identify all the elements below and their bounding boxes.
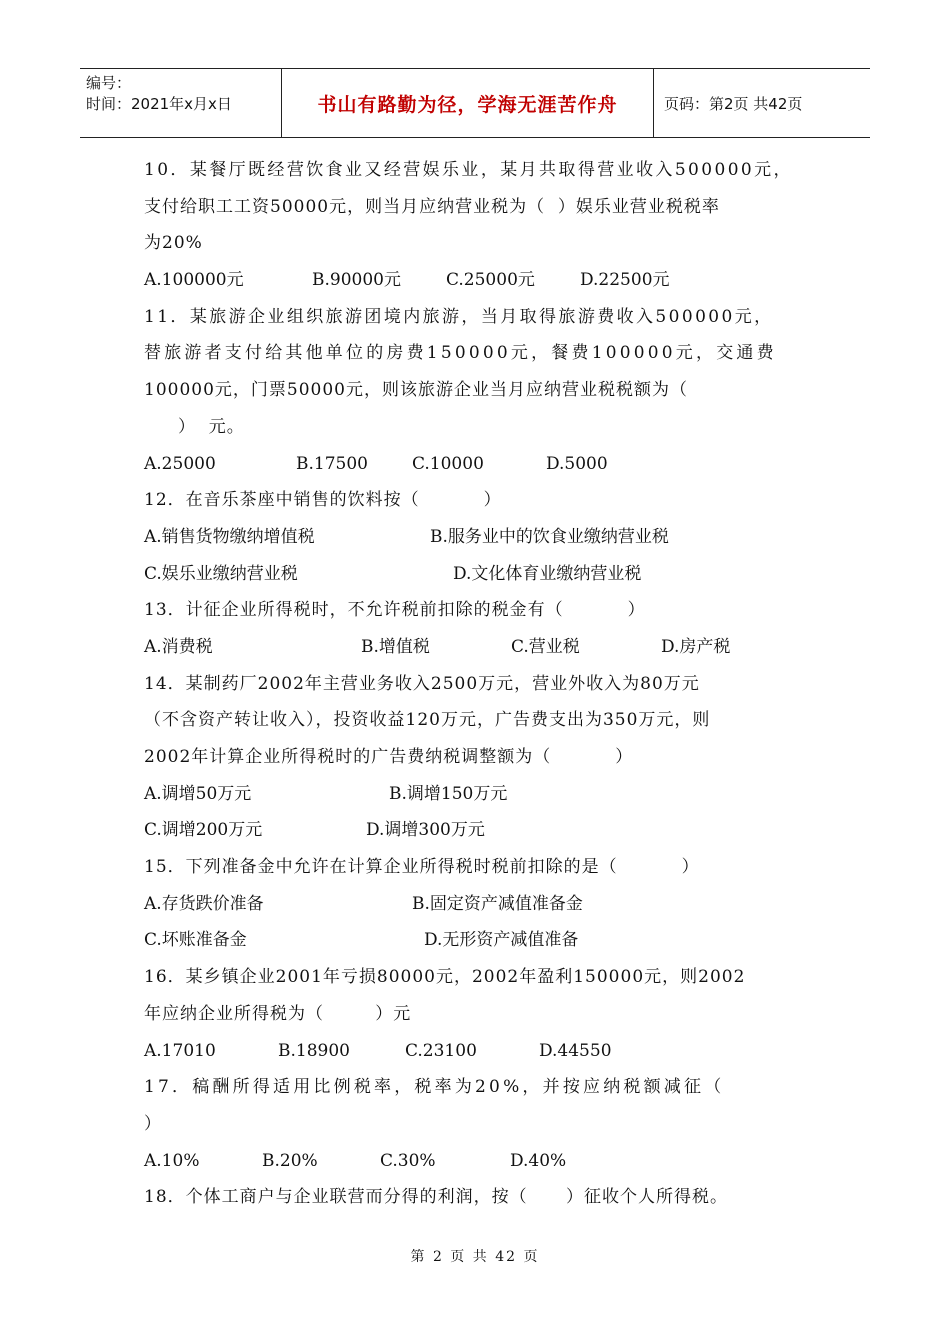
option-d: D.房产税 xyxy=(661,636,731,657)
page-footer: 第 2 页 共 42 页 xyxy=(410,1249,540,1265)
option-c: C.23100 xyxy=(405,1040,477,1061)
option-b: B.90000元 xyxy=(312,270,401,291)
question-stem-line: 13．计征企业所得税时，不允许税前扣除的税金有（ ） xyxy=(144,600,646,621)
option-b: B.增值税 xyxy=(361,636,430,657)
question-stem-line: ） 元。 xyxy=(178,416,245,437)
option-row xyxy=(144,1033,814,1070)
page-header xyxy=(80,68,870,138)
question-15 xyxy=(144,849,814,959)
option-a: A.100000元 xyxy=(144,270,244,291)
option-c: C.坏账准备金 xyxy=(144,930,247,951)
question-17 xyxy=(144,1069,814,1179)
option-d: D.无形资产减值准备 xyxy=(424,930,579,951)
header-page-info: 页码：第2页 共42页 xyxy=(664,94,803,113)
option-a: A.10% xyxy=(144,1150,200,1171)
option-d: D.44550 xyxy=(539,1040,612,1061)
question-stem-line: 12．在音乐茶座中销售的饮料按（ ） xyxy=(144,490,502,511)
question-12 xyxy=(144,482,814,592)
question-stem-line: 17．稿酬所得适用比例税率，税率为20%，并按应纳税额减征（ xyxy=(144,1077,725,1098)
question-14 xyxy=(144,666,814,849)
option-b: B.调增150万元 xyxy=(389,783,508,804)
option-d: D.40% xyxy=(510,1150,567,1171)
question-stem-line: 15．下列准备金中允许在计算企业所得税时税前扣除的是（ ） xyxy=(144,857,700,878)
option-b: B.17500 xyxy=(296,453,368,474)
option-c: C.营业税 xyxy=(511,636,580,657)
question-list xyxy=(144,152,814,1216)
question-stem-line: 为20% xyxy=(144,233,203,254)
question-stem-line: 100000元，门票50000元，则该旅游企业当月应纳营业税税额为（ xyxy=(144,380,688,401)
option-row xyxy=(144,262,814,299)
option-b: B.服务业中的饮食业缴纳营业税 xyxy=(430,526,669,547)
option-d: D.调增300万元 xyxy=(366,820,485,841)
question-stem-line: 替旅游者支付给其他单位的房费150000元，餐费100000元，交通费 xyxy=(144,343,777,364)
option-d: D.22500元 xyxy=(580,270,670,291)
option-b: B.固定资产减值准备金 xyxy=(412,893,583,914)
document-time-label: 时间：2021年x月x日 xyxy=(86,95,232,113)
option-row xyxy=(144,556,814,593)
question-11 xyxy=(144,299,814,482)
question-stem-line: 2002年计算企业所得税时的广告费纳税调整额为（ ） xyxy=(144,747,634,767)
question-10 xyxy=(144,152,814,299)
document-number-label: 编号： xyxy=(86,74,132,92)
option-a: A.销售货物缴纳增值税 xyxy=(144,526,315,547)
question-stem-line: 18．个体工商户与企业联营而分得的利润，按（ ）征收个人所得税。 xyxy=(144,1187,729,1208)
option-row xyxy=(144,812,814,849)
question-stem-line: （不含资产转让收入），投资收益120万元，广告费支出为350万元，则 xyxy=(144,710,711,731)
question-stem-line: 11．某旅游企业组织旅游团境内旅游，当月取得旅游费收入500000元， xyxy=(144,306,774,327)
option-c: C.25000元 xyxy=(446,270,535,291)
option-a: A.17010 xyxy=(144,1040,216,1061)
option-c: C.10000 xyxy=(412,453,484,474)
question-stem-line: 年应纳企业所得税为（ ）元 xyxy=(144,1003,412,1024)
header-motto: 书山有路勤为径，学海无涯苦作舟 xyxy=(282,69,654,137)
option-a: A.存货跌价准备 xyxy=(144,893,264,914)
option-row xyxy=(144,629,814,666)
option-b: B.18900 xyxy=(278,1040,350,1061)
question-13 xyxy=(144,592,814,665)
question-stem-line: 10．某餐厅既经营饮食业又经营娱乐业，某月共取得营业收入500000元， xyxy=(144,160,793,180)
option-c: C.调增200万元 xyxy=(144,820,263,841)
option-row xyxy=(144,776,814,813)
question-stem-line: 16．某乡镇企业2001年亏损80000元，2002年盈利150000元，则2002 xyxy=(144,967,746,988)
question-stem-line: 支付给职工工资50000元，则当月应纳营业税为（ ）娱乐业营业税税率 xyxy=(144,196,720,217)
option-row xyxy=(144,519,814,556)
option-row xyxy=(144,446,814,483)
option-c: C.娱乐业缴纳营业税 xyxy=(144,563,298,584)
question-18 xyxy=(144,1179,814,1216)
question-stem-line: 14．某制药厂2002年主营业务收入2500万元，营业外收入为80万元 xyxy=(144,673,700,694)
header-meta xyxy=(80,69,282,137)
question-16 xyxy=(144,959,814,1069)
option-d: D.5000 xyxy=(546,453,608,474)
option-d: D.文化体育业缴纳营业税 xyxy=(453,563,642,584)
question-stem-line: ） xyxy=(144,1113,162,1134)
option-a: A.25000 xyxy=(144,453,216,474)
option-a: A.消费税 xyxy=(144,636,213,657)
option-row xyxy=(144,922,814,959)
option-b: B.20% xyxy=(262,1150,318,1171)
option-row xyxy=(144,886,814,923)
option-a: A.调增50万元 xyxy=(144,783,252,804)
option-c: C.30% xyxy=(380,1150,436,1171)
option-row xyxy=(144,1143,814,1180)
